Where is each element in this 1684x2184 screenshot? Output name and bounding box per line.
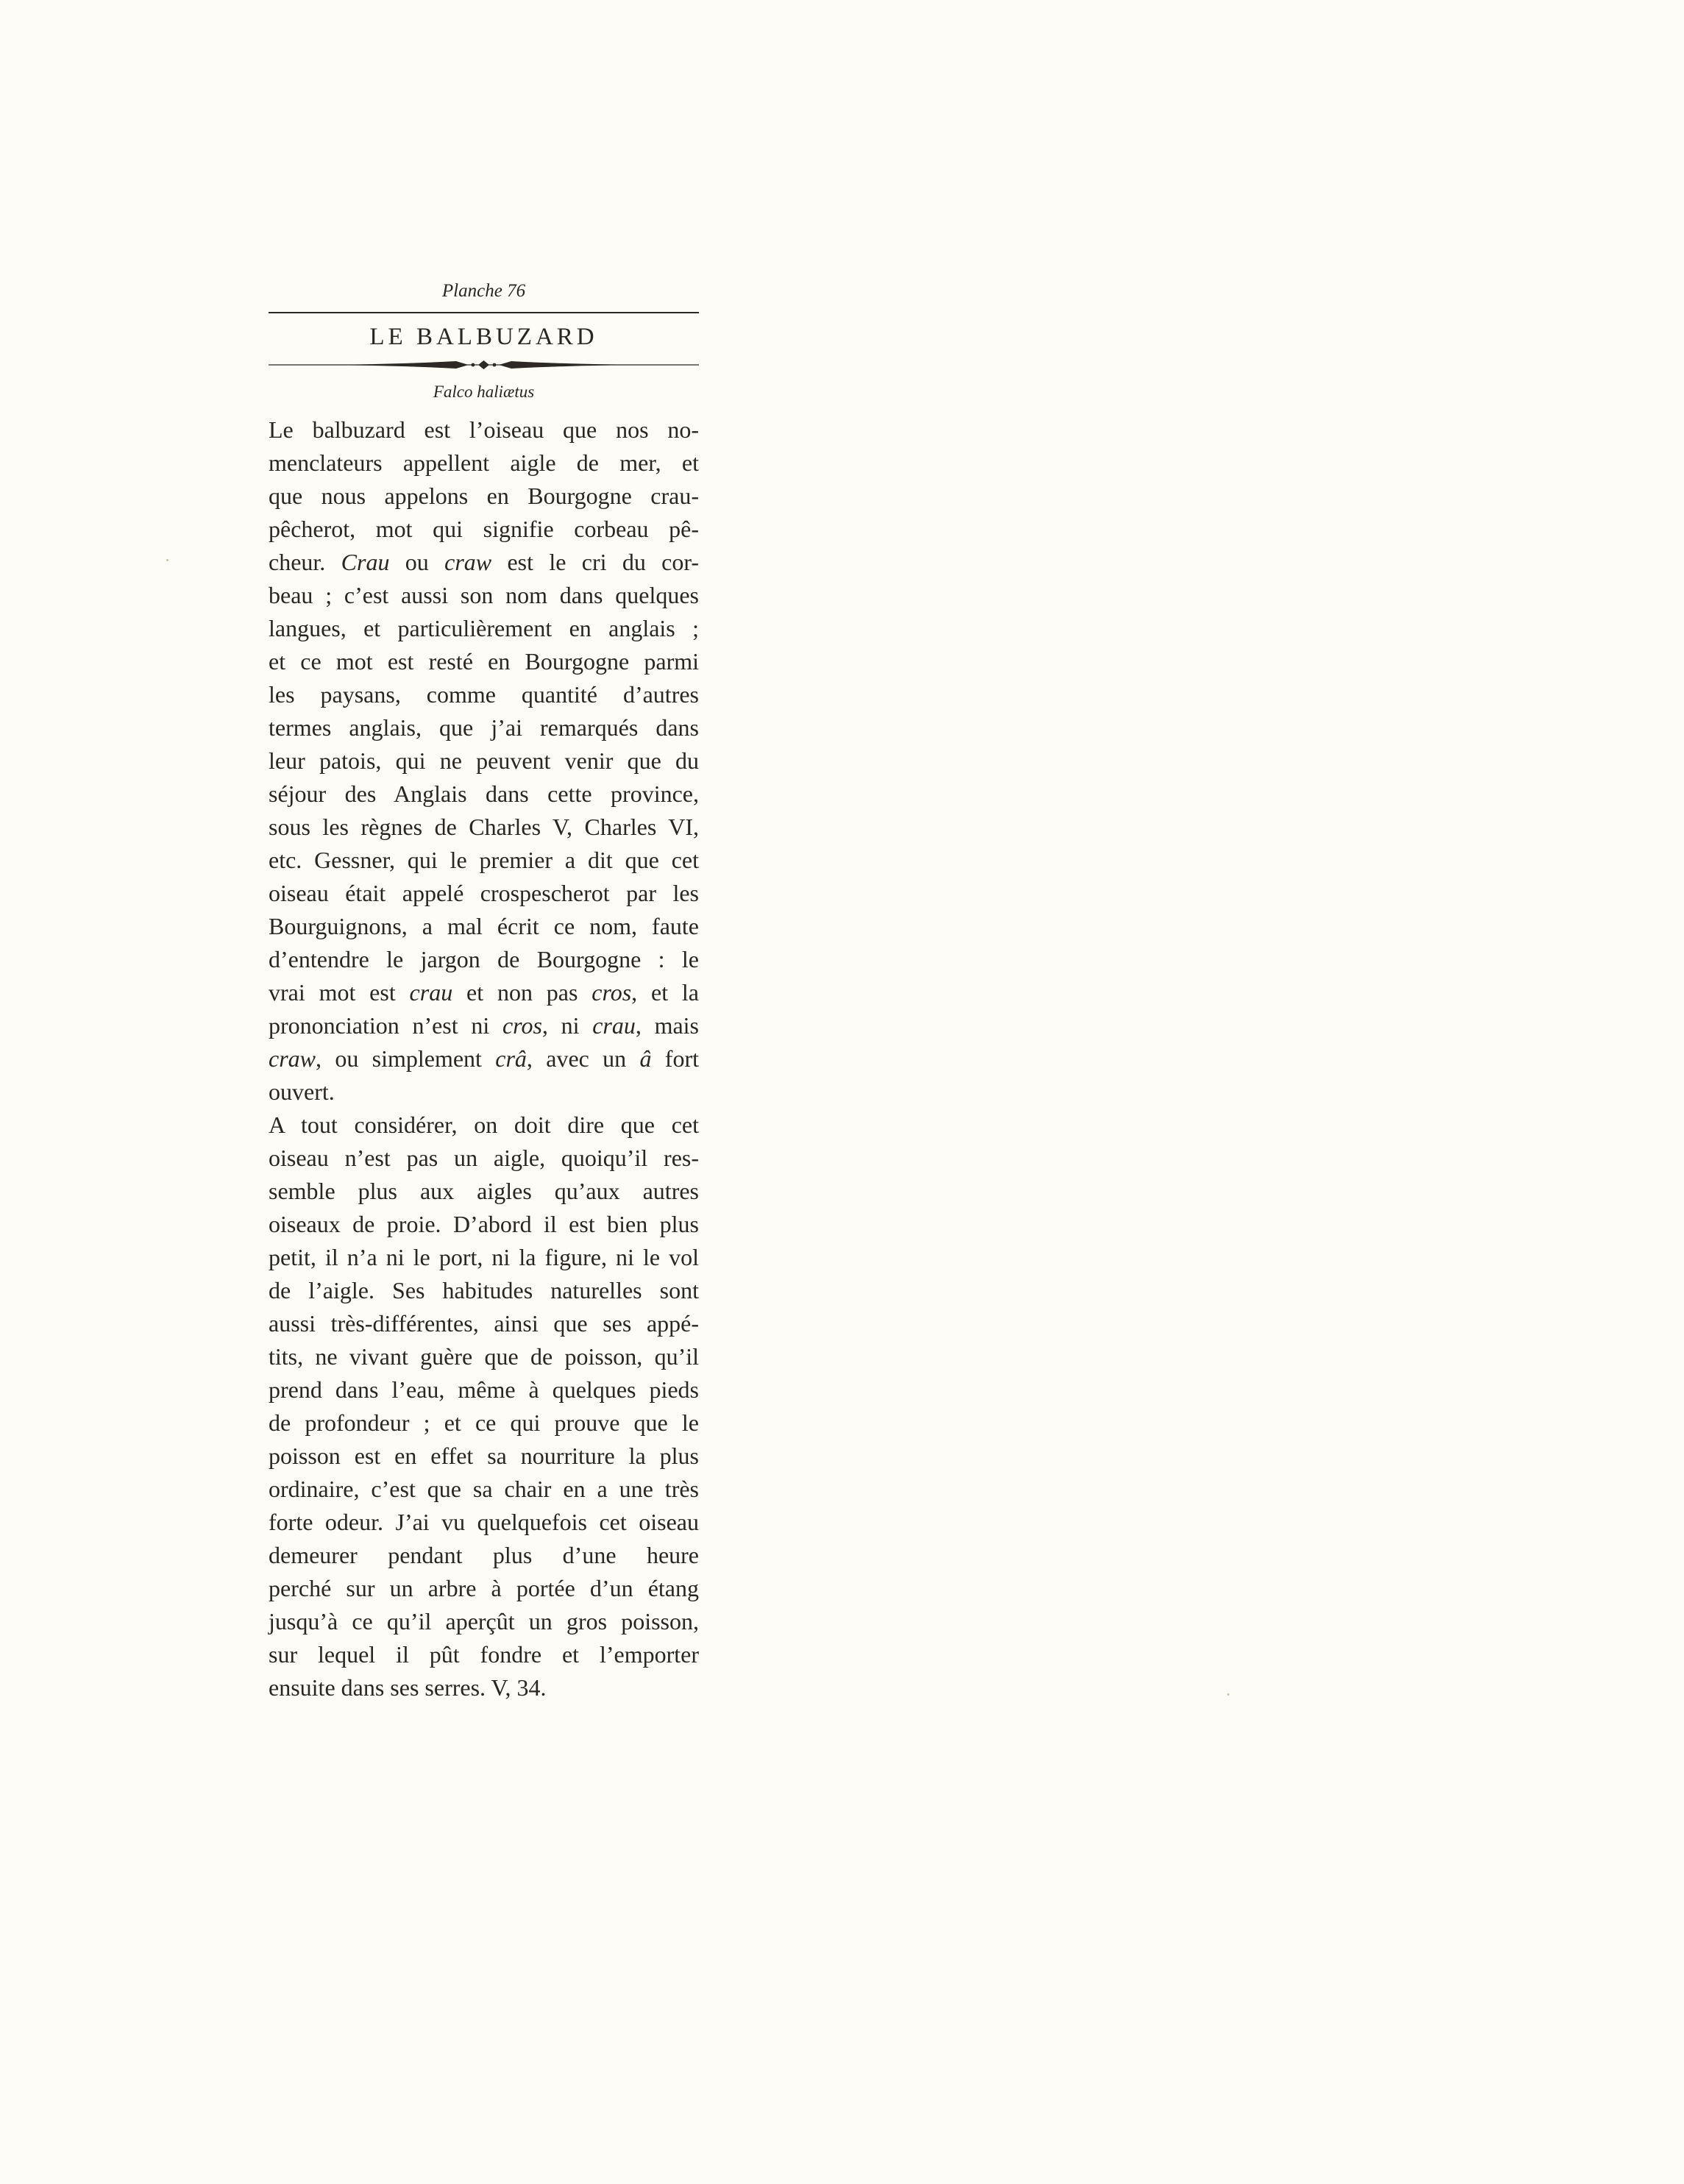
text-segment: poisson est en effet sa nourriture la plus	[269, 1443, 699, 1469]
text-line	[269, 844, 699, 877]
italic-word: cros	[502, 1012, 542, 1039]
text-line	[269, 1175, 699, 1208]
text-segment: A tout considérer, on doit dire que cet	[269, 1111, 699, 1138]
text-line	[269, 546, 699, 579]
text-segment: Le balbuzard est l’oiseau que nos no-	[269, 416, 699, 443]
text-line	[269, 513, 699, 546]
text-segment: ou	[389, 549, 445, 575]
text-line	[269, 678, 699, 711]
text-segment: cheur.	[269, 549, 341, 575]
text-segment: et ce mot est resté en Bourgogne parmi	[269, 648, 699, 675]
text-segment: , ni	[541, 1012, 593, 1039]
text-segment: tits, ne vivant guère que de poisson, qu’il	[269, 1343, 699, 1370]
italic-word: cros	[591, 979, 632, 1006]
text-segment: Bourguignons, a mal écrit ce nom, faute	[269, 913, 699, 939]
text-segment: semble plus aux aigles qu’aux autres	[269, 1178, 699, 1204]
text-line	[269, 480, 699, 513]
text-segment: beau ; c’est aussi son nom dans quelques	[269, 582, 699, 608]
text-line	[269, 1241, 699, 1274]
text-line	[269, 1539, 699, 1572]
text-segment: termes anglais, que j’ai remarqués dans	[269, 714, 699, 741]
text-segment: langues, et particulièrement en anglais ;	[269, 615, 699, 641]
text-segment: jusqu’à ce qu’il aperçût un gros poisson,	[269, 1608, 699, 1635]
text-segment: séjour des Anglais dans cette province,	[269, 780, 699, 807]
text-line	[269, 1274, 699, 1307]
text-segment: les paysans, comme quantité d’autres	[269, 681, 699, 708]
italic-word: craw	[444, 549, 492, 575]
text-segment: est le cri du cor-	[491, 549, 700, 575]
text-line	[269, 1671, 699, 1704]
text-segment: leur patois, qui ne peuvent venir que du	[269, 747, 699, 774]
text-segment: ordinaire, c’est que sa chair en a une très	[269, 1476, 699, 1502]
text-segment: , avec un	[526, 1045, 640, 1072]
italic-word: â	[639, 1045, 652, 1072]
italic-word: Crau	[341, 549, 390, 575]
text-line	[269, 1440, 699, 1473]
text-segment: ouvert.	[269, 1078, 335, 1105]
text-segment: et non pas	[452, 979, 592, 1006]
text-segment: pêcherot, mot qui signifie corbeau pê-	[269, 516, 699, 542]
text-line	[269, 1340, 699, 1373]
text-line	[269, 1142, 699, 1175]
text-line	[269, 1406, 699, 1440]
text-segment: petit, il n’a ni le port, ni la figure, ni le vol	[269, 1244, 699, 1270]
text-segment: , ou simplement	[316, 1045, 496, 1072]
text-line	[269, 811, 699, 844]
text-line	[269, 447, 699, 480]
text-line	[269, 1109, 699, 1142]
text-segment: prend dans l’eau, même à quelques pieds	[269, 1376, 699, 1403]
text-line	[269, 1473, 699, 1506]
text-line	[269, 778, 699, 811]
text-line	[269, 1373, 699, 1406]
text-segment: perché sur un arbre à portée d’un étang	[269, 1575, 699, 1601]
text-line	[269, 1638, 699, 1671]
top-rule	[269, 312, 699, 313]
italic-word: crau	[409, 979, 453, 1006]
text-segment: de profondeur ; et ce qui prouve que le	[269, 1409, 699, 1436]
text-line	[269, 711, 699, 744]
text-segment: , mais	[635, 1012, 700, 1039]
text-segment: sur lequel il pût fondre et l’emporter	[269, 1641, 699, 1668]
text-segment: de l’aigle. Ses habitudes naturelles sont	[269, 1277, 699, 1303]
body-text	[269, 413, 699, 1704]
text-segment: prononciation n’est ni	[269, 1012, 502, 1039]
paper-speck	[1227, 1693, 1229, 1696]
ornamental-divider-icon	[269, 358, 699, 372]
text-line	[269, 1506, 699, 1539]
italic-word: craw	[269, 1045, 316, 1072]
text-line	[269, 943, 699, 976]
text-line	[269, 877, 699, 910]
text-line	[269, 1572, 699, 1605]
latin-name: Falco haliætus	[433, 383, 535, 401]
italic-word: crau	[592, 1012, 636, 1039]
text-line	[269, 910, 699, 943]
text-line	[269, 976, 699, 1009]
text-line	[269, 744, 699, 778]
text-segment: aussi très-différentes, ainsi que ses appé-	[269, 1310, 699, 1337]
page-title: LE BALBUZARD	[369, 324, 598, 350]
text-column	[269, 278, 699, 1704]
text-segment: , et la	[631, 979, 700, 1006]
text-segment: menclateurs appellent aigle de mer, et	[269, 449, 699, 476]
text-line	[269, 1042, 699, 1075]
plate-label: Planche 76	[441, 281, 526, 301]
paper-speck	[166, 559, 168, 561]
text-segment: ensuite dans ses serres. V, 34.	[269, 1674, 547, 1701]
text-line	[269, 1009, 699, 1042]
text-segment: demeurer pendant plus d’une heure	[269, 1542, 699, 1568]
text-line	[269, 579, 699, 612]
text-segment: forte odeur. J’ai vu quelquefois cet oiseau	[269, 1509, 699, 1535]
text-segment: vrai mot est	[269, 979, 410, 1006]
text-segment: oiseau n’est pas un aigle, quoiqu’il res-	[269, 1145, 699, 1171]
text-line	[269, 1075, 699, 1109]
text-segment: d’entendre le jargon de Bourgogne : le	[269, 946, 699, 972]
text-line	[269, 1605, 699, 1638]
text-line	[269, 413, 699, 447]
text-line	[269, 1307, 699, 1340]
text-segment: oiseau était appelé crospescherot par les	[269, 880, 699, 906]
text-line	[269, 1208, 699, 1241]
text-segment: fort	[651, 1045, 700, 1072]
italic-word: crâ	[495, 1045, 527, 1072]
text-segment: sous les règnes de Charles V, Charles VI,	[269, 814, 699, 840]
text-segment: etc. Gessner, qui le premier a dit que cet	[269, 847, 699, 873]
text-line	[269, 645, 699, 678]
text-segment: oiseaux de proie. D’abord il est bien plus	[269, 1211, 699, 1237]
text-segment: que nous appelons en Bourgogne crau-	[269, 483, 699, 509]
text-line	[269, 612, 699, 645]
